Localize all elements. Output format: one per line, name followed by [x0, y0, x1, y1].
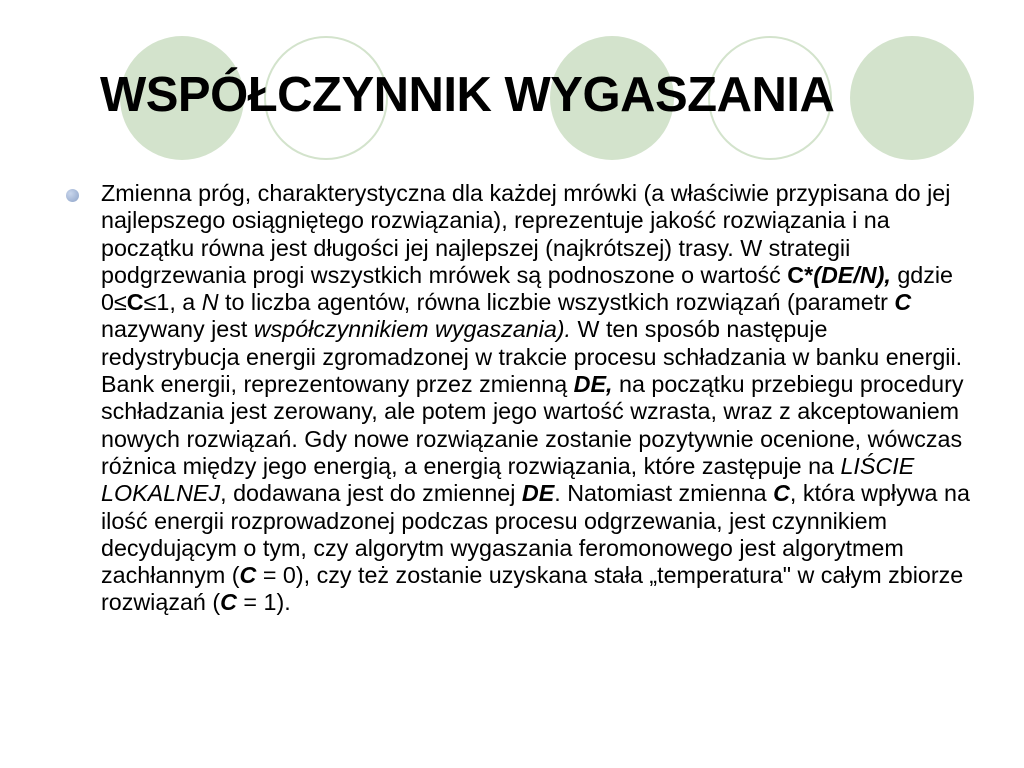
- text-run: na początku przebiegu procedury schładzania jest zerowany, ale potem jego wartość wzrasta, wraz z akceptowaniem nowych rozwiązań. Gdy nowe rozwiązanie zostanie pozytywnie ocenione, wówczas różnica między jego energią, a energią rozwiązania, które zastępuje na: [101, 371, 964, 479]
- formula-run: C: [239, 562, 257, 589]
- text-run: , która wpływa na ilość energii rozprowadzonej podczas procesu odgrzewania, jest czynnikiem decydującym o tym, czy algorytm wygaszania feromonowego jest algorytmem zachłannym (: [101, 480, 970, 589]
- text-run: , dodawana jest do zmiennej: [220, 480, 522, 507]
- formula-run: DE: [521, 480, 555, 507]
- text-run: W ten sposób następuje redystrybucja energii zgromadzonej w trakcie procesu schładzania w banku energii. Bank energii, reprezentowany przez zmienną: [101, 316, 963, 398]
- formula-run: N: [201, 289, 219, 316]
- formula-run: C: [773, 480, 790, 507]
- slide-title: WSPÓŁCZYNNIK WYGASZANIA: [100, 68, 835, 122]
- text-run: Zmienna próg, charakterystyczna dla każdej mrówki (a właściwie przypisana do jej najlepszego osiągniętego rozwiązania), reprezentuje jakość rozwiązania i na początku równa jest długości jej najlepszej (najkrótszej) trasy. W strategii podgrzewania progi wszystkich mrówek są podnoszone o wartość: [101, 180, 951, 288]
- formula-run: C: [126, 289, 144, 316]
- formula-run: C: [894, 289, 912, 316]
- formula-run: DE,: [573, 371, 613, 398]
- body-paragraph: [101, 180, 971, 617]
- text-run: gdzie 0≤: [101, 261, 954, 316]
- text-run: to liczba agentów, równa liczbie wszystkich rozwiązań (parametr: [218, 289, 895, 316]
- formula-run: (DE/N),: [813, 261, 891, 288]
- formula-run: C: [220, 589, 237, 616]
- text-run: ≤1, a: [143, 289, 202, 316]
- formula-run: C*: [787, 261, 814, 288]
- text-run: nazywany jest: [101, 316, 254, 343]
- bullet-icon: [66, 189, 79, 202]
- text-run: = 0), czy też zostanie uzyskana stała „temperatura" w całym zbiorze rozwiązań (: [101, 562, 964, 616]
- term-run: współczynnikiem wygaszania).: [253, 316, 572, 343]
- text-run: . Natomiast zmienna: [554, 480, 774, 507]
- text-run: = 1).: [236, 589, 291, 616]
- term-run: LIŚCIE LOKALNEJ: [101, 452, 915, 507]
